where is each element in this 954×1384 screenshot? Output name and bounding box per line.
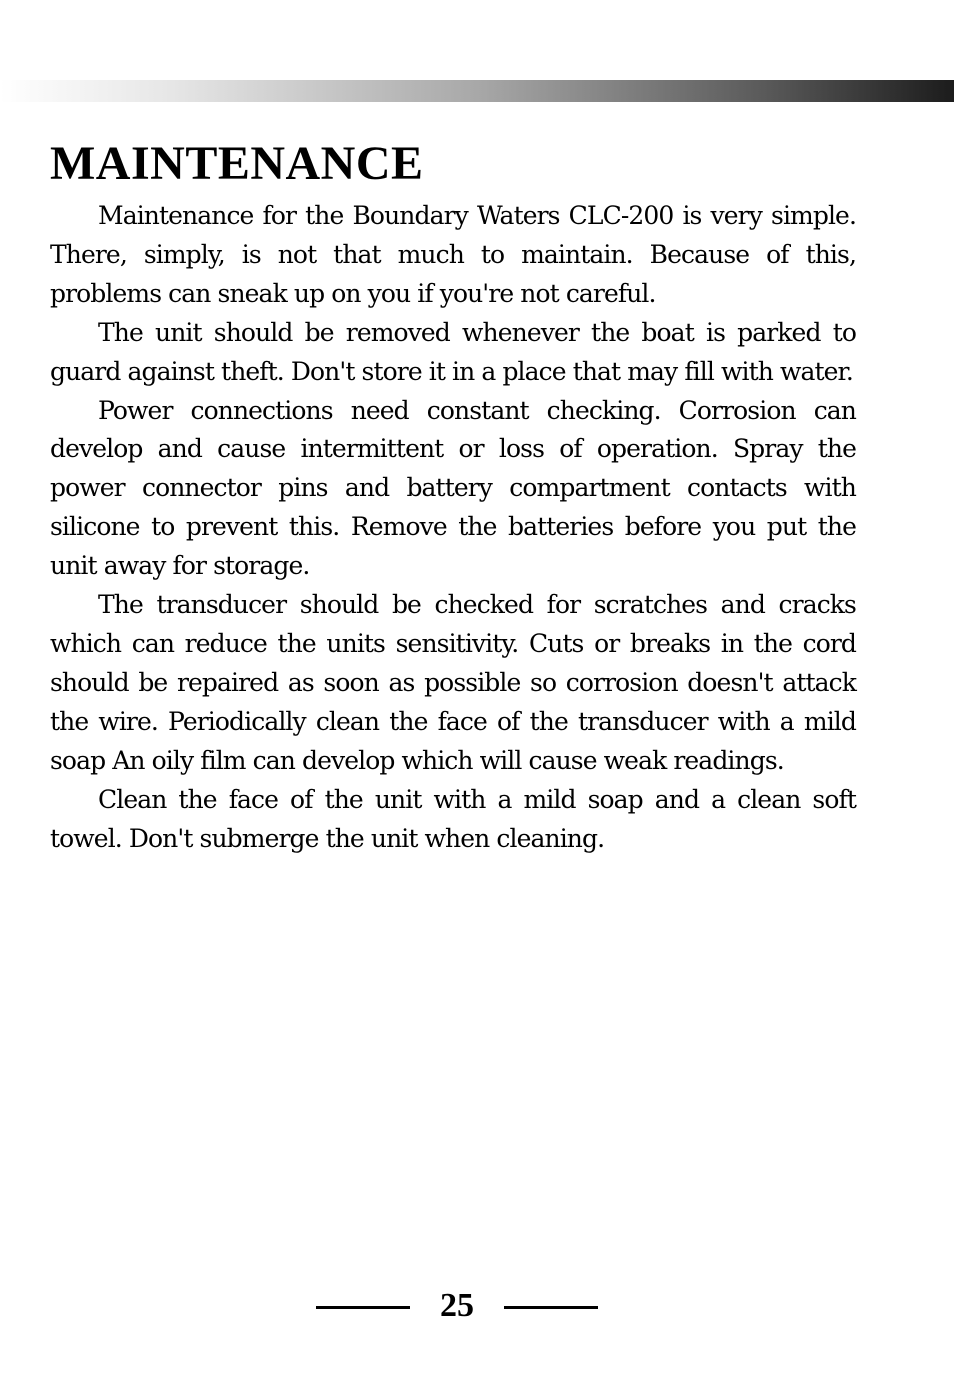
body-text	[50, 197, 856, 858]
paragraph-intro: Maintenance for the Boundary Waters CLC-200 is very simple. There, simply, is not that much to maintain. Because of this, problems can sneak up on you if you're not careful.	[50, 201, 856, 308]
page-number: 25	[440, 1287, 474, 1324]
footer-rule-right	[504, 1306, 598, 1309]
page-title: MAINTENANCE	[50, 137, 424, 190]
paragraph-cleaning: Clean the face of the unit with a mild soap and a clean soft towel. Don't submerge the unit when cleaning.	[50, 784, 856, 853]
footer-rule-left	[316, 1306, 410, 1309]
header-gradient-bar	[0, 80, 954, 102]
paragraph-transducer: The transducer should be checked for scratches and cracks which can reduce the units sensitivity. Cuts or breaks in the cord should be repaired as soon as possible so corrosion doesn't attack the wire. Periodically clean the face of the transducer with a mild soap An oily film can develop which will cause weak readings.	[50, 590, 856, 775]
page-footer	[316, 1283, 598, 1329]
paragraph-power-connections: Power connections need constant checking. Corrosion can develop and cause intermittent or loss of operation. Spray the power connector pins and battery compartment contacts with silicone to prevent this. Remove the batteries before you put the unit away for storage.	[50, 395, 856, 581]
paragraph-storage: The unit should be removed whenever the boat is parked to guard against theft. Don't store it in a place that may fill with water.	[50, 317, 856, 386]
